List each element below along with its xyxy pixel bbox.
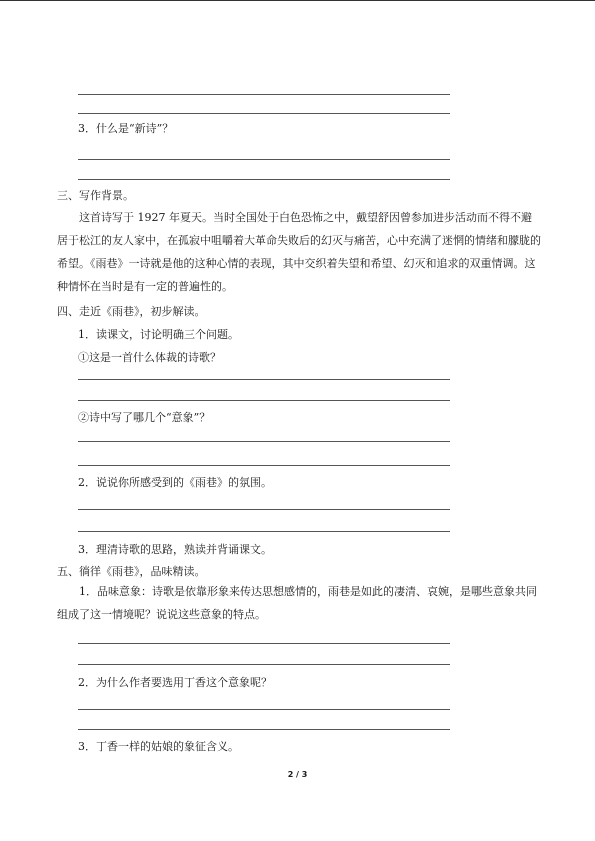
answer-line [78, 400, 450, 401]
answer-line [78, 159, 450, 160]
answer-line [78, 509, 450, 510]
answer-line [78, 709, 450, 710]
s4-question-1b: ②诗中写了哪几个“意象”？ [78, 411, 211, 424]
s4-question-1: 1．读课文，讨论明确三个问题。 [78, 328, 239, 341]
answer-line [78, 643, 450, 644]
top-rule [0, 0, 595, 1]
s4-question-1a: ①这是一首什么体裁的诗歌？ [78, 351, 221, 364]
section3-body-text: 这首诗写于 1927 年夏天。当时全国处于白色恐怖之中，戴望舒因曾参加进步活动而不得不避居于松江的友人家中，在孤寂中咀嚼着大革命失败后的幻灭与痛苦，心中充满了迷惘的情绪和朦胧的希望。《雨巷》一诗就是他的这种心情的表现，其中交织着失望和希望、幻灭和追求的双重情调。这种情怀在当时是有一定的普遍性的。 [57, 211, 541, 293]
answer-line [78, 113, 450, 114]
answer-line [78, 94, 450, 95]
answer-line [78, 664, 450, 665]
section4-heading: 四、走近《雨巷》，初步解读。 [57, 305, 206, 318]
s4-question-2: 2．说说你所感受到的《雨巷》的氛围。 [78, 476, 272, 489]
question-new-poetry: 3．什么是“新诗”？ [78, 122, 174, 135]
s4-question-3: 3．理清诗歌的思路，熟读并背诵课文。 [78, 543, 272, 556]
answer-line [78, 379, 450, 380]
s5-question-1-text: 1．品味意象：诗歌是依靠形象来传达思想感情的，雨巷是如此的凄清、哀婉，是哪些意象共同组成了这一情境呢？说说这些意象的特点。 [57, 585, 537, 621]
answer-line [78, 465, 450, 466]
s5-question-3: 3．丁香一样的姑娘的象征含义。 [78, 740, 239, 753]
page-number: 2 / 3 [287, 770, 308, 779]
answer-line [78, 179, 450, 180]
section3-heading: 三、写作背景。 [57, 189, 134, 202]
answer-line [78, 441, 450, 442]
answer-line [78, 531, 450, 532]
section3-body [57, 206, 541, 298]
answer-line [78, 729, 450, 730]
section5-heading: 五、徜徉《雨巷》，品味精读。 [57, 565, 206, 578]
s5-question-2: 2．为什么作者要选用丁香这个意象呢？ [78, 676, 272, 689]
s5-question-1 [57, 580, 541, 626]
